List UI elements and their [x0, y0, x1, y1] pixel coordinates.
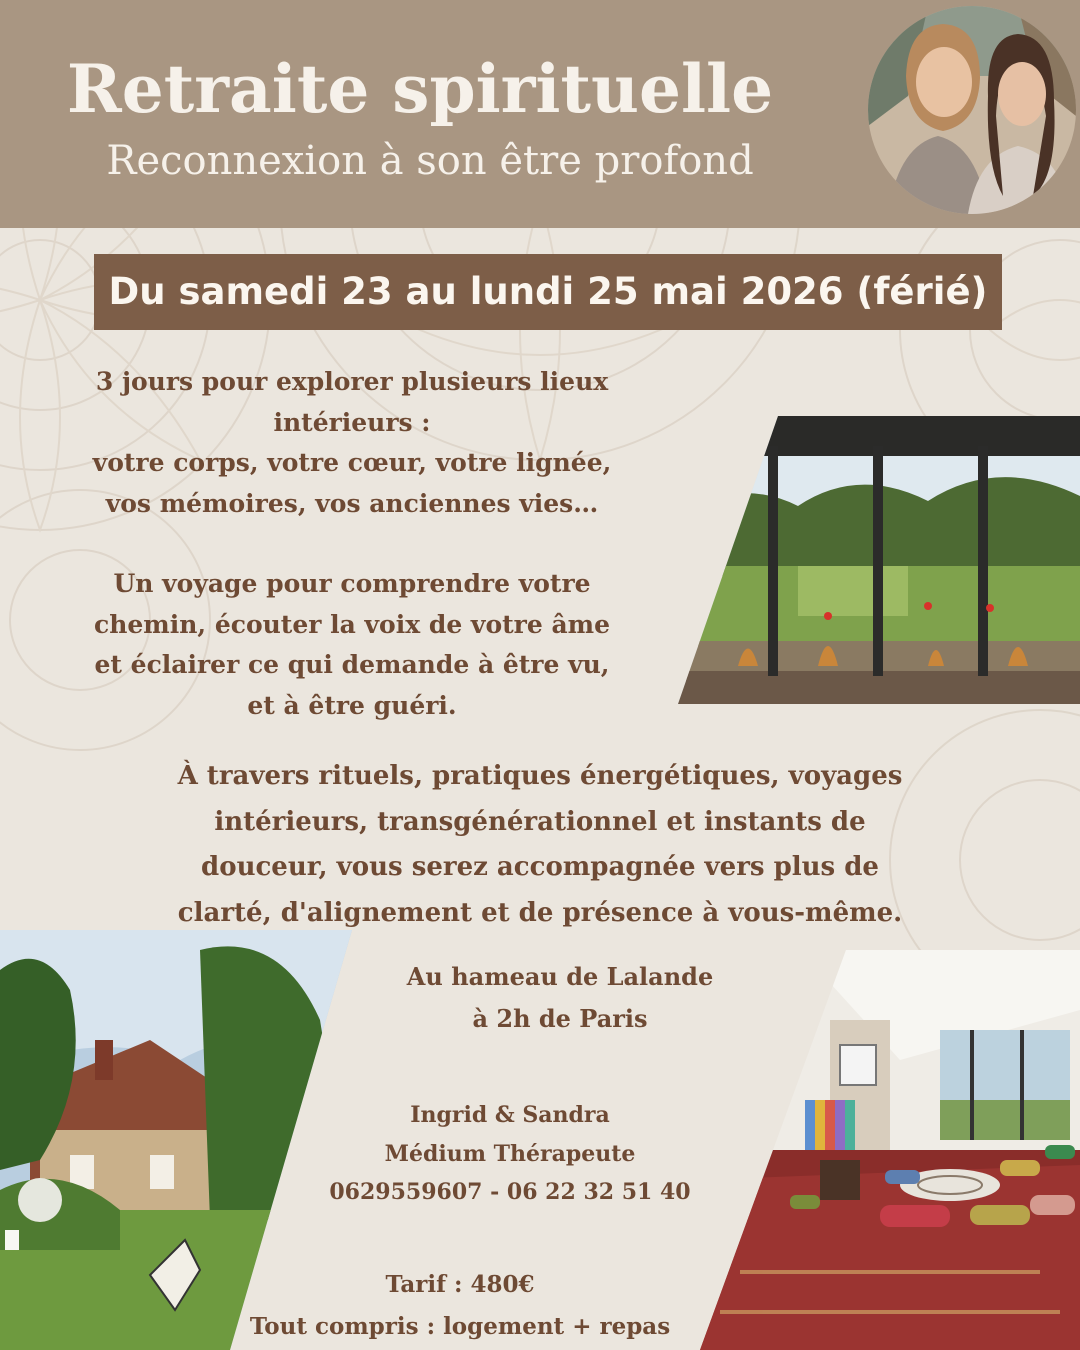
intro-line: votre corps, votre cœur, votre lignée, [92, 448, 612, 477]
intro-line: et à être guéri. [247, 690, 457, 720]
practices-line: clarté, d'alignement et de présence à vous-même. [177, 897, 903, 928]
practices-line: À travers rituels, pratiques énergétiques, voyages [177, 761, 903, 791]
page-subtitle: Reconnexion à son être profond [106, 138, 754, 184]
intro-line: chemin, écouter la voix de votre âme [93, 609, 611, 639]
practices-text [90, 754, 990, 936]
header-banner [0, 0, 1080, 228]
price-tarif: Tarif : 480€ [385, 1271, 535, 1298]
host-names: Ingrid & Sandra [410, 1102, 610, 1128]
garden-window-photo [678, 416, 1080, 704]
intro-line: intérieurs : [273, 407, 431, 437]
location-line: à 2h de Paris [472, 1004, 648, 1033]
dates-banner: Du samedi 23 au lundi 25 mai 2026 (férié) [94, 254, 1002, 330]
hosts-avatar-photo [868, 6, 1076, 214]
price-included: Tout compris : logement + repas [249, 1313, 671, 1340]
host-role: Médium Thérapeute [384, 1140, 636, 1167]
phone-numbers: 0629559607 - 06 22 32 51 40 [329, 1179, 691, 1205]
intro-line: 3 jours pour explorer plusieurs lieux [95, 367, 609, 396]
price-info [200, 1264, 720, 1348]
intro-line: vos mémoires, vos anciennes vies… [105, 488, 599, 518]
location-line: Au hameau de Lalande [406, 962, 714, 991]
meditation-room-photo [700, 950, 1080, 1350]
practices-line: intérieurs, transgénérationnel et instants de [214, 806, 866, 837]
practices-line: douceur, vous serez accompagnée vers plus de [201, 852, 879, 882]
intro-text [22, 362, 682, 726]
intro-line: Un voyage pour comprendre votre [113, 569, 591, 598]
contact-info [260, 1096, 760, 1212]
intro-line: et éclairer ce qui demande à être vu, [94, 650, 610, 679]
page-title: Retraite spirituelle [66, 50, 774, 128]
